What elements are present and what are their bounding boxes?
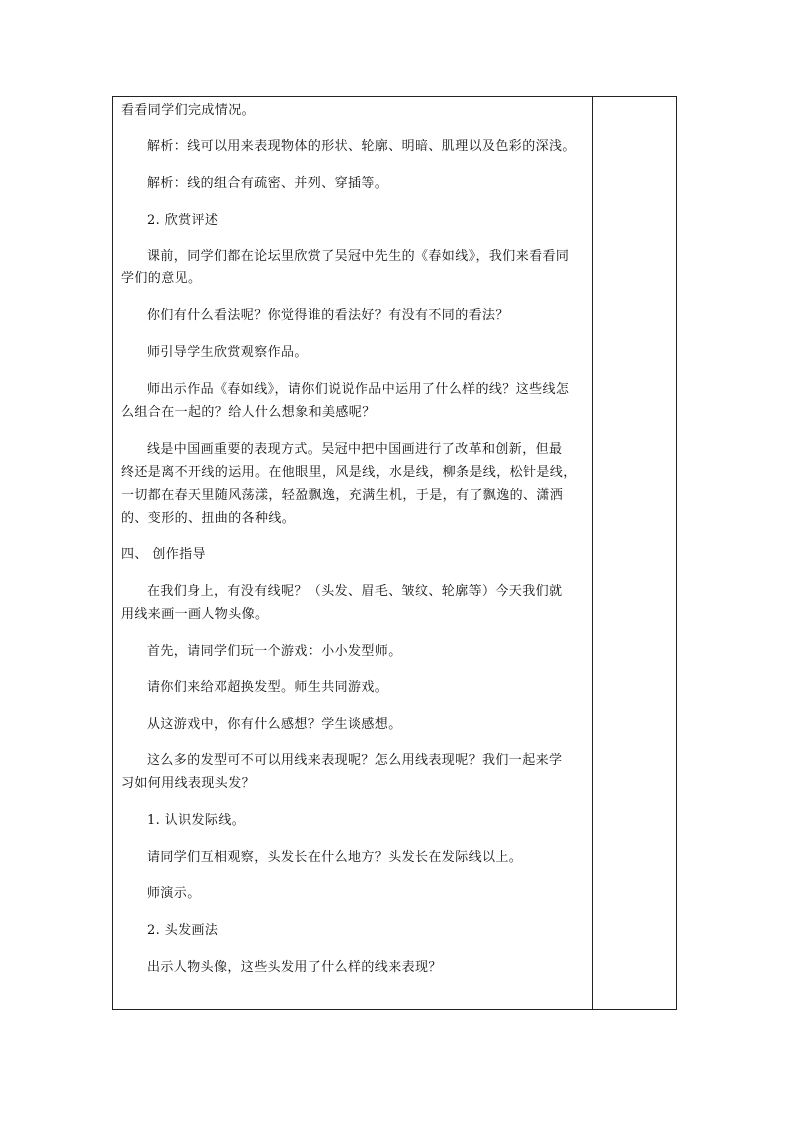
text-line: 师引导学生欣赏观察作品。 [147,345,308,360]
notes-cell [593,97,676,1009]
section-heading: 2. 欣赏评述 [147,213,219,228]
text-line: 用线来画一画人物头像。 [121,607,269,622]
section-heading: 四、 创作指导 [121,547,206,562]
text-line: 看看同学们完成情况。 [121,103,256,118]
text-line: 么组合在一起的？给人什么想象和美感呢？ [121,405,376,420]
section-heading: 1. 认识发际线。 [147,813,246,828]
text-line: 你们有什么看法呢？你觉得谁的看法好？有没有不同的看法？ [147,308,509,323]
text-line: 师出示作品《春如线》，请你们说说作品中运用了什么样的线？这些线怎 [147,382,570,397]
lesson-plan-table [112,96,677,1010]
text-line: 请同学们互相观察，头发长在什么地方？头发长在发际线以上。 [147,850,523,865]
text-line: 解析：线的组合有疏密、并列、穿插等。 [147,176,389,191]
text-line: 首先，请同学们玩一个游戏：小小发型师。 [147,644,402,659]
text-line: 这么多的发型可不可以用线来表现呢？怎么用线表现呢？我们一起来学 [147,753,563,768]
text-line: 出示人物头像，这些头发用了什么样的线来表现？ [147,960,442,975]
text-line: 一切都在春天里随风荡漾，轻盈飘逸，充满生机，于是，有了飘逸的、潇洒 [121,488,564,503]
text-line: 解析：线可以用来表现物体的形状、轮廓、明暗、肌理以及色彩的深浅。 [147,139,576,154]
text-line: 的、变形的、扭曲的各种线。 [121,511,296,526]
text-line: 师演示。 [147,886,201,901]
text-line: 学们的意见。 [121,271,202,286]
text-line: 线是中国画重要的表现方式。吴冠中把中国画进行了改革和创新，但最 [147,442,563,457]
text-line: 课前，同学们都在论坛里欣赏了吴冠中先生的《春如线》，我们来看看同 [147,249,570,264]
section-heading: 2. 头发画法 [147,923,219,938]
text-line: 习如何用线表现头发？ [121,776,256,791]
text-line: 从这游戏中，你有什么感想？学生谈感想。 [147,717,402,732]
text-line: 在我们身上，有没有线呢？（头发、眉毛、皱纹、轮廓等）今天我们就 [147,584,563,599]
text-line: 终还是离不开线的运用。在他眼里，风是线，水是线，柳条是线，松针是线， [121,465,577,480]
content-cell [113,97,593,1009]
text-line: 请你们来给邓超换发型。师生共同游戏。 [147,680,389,695]
